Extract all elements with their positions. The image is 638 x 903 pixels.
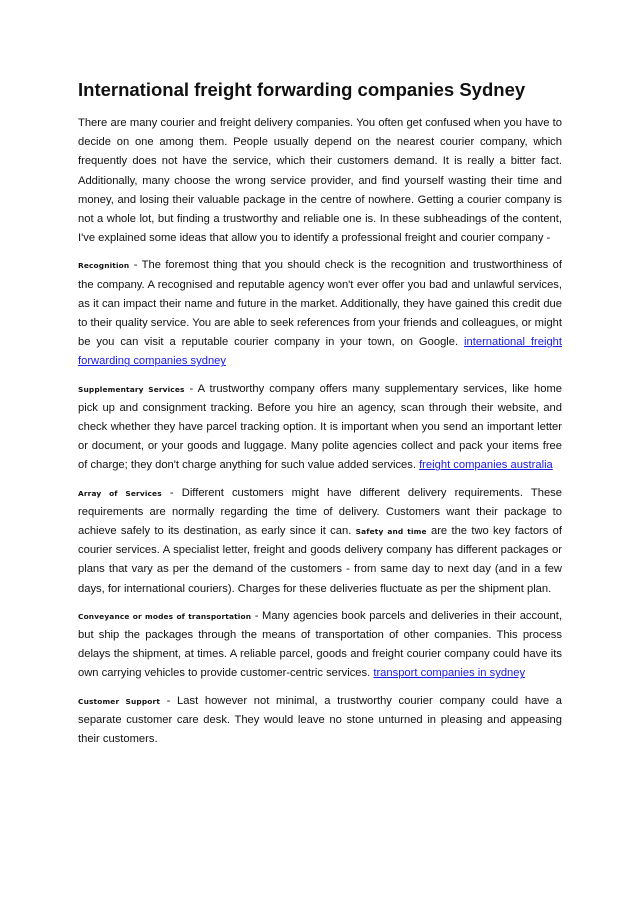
link-international-freight-forwarding[interactable]: international freight forwarding companies sydney xyxy=(78,336,562,368)
link-freight-companies-australia[interactable]: freight companies australia xyxy=(419,459,553,472)
section-text-array-of-services-a: - Different customers might have different delivery requirements. These requirements are normally regarding the time of delivery. Customers want their package to achieve safely to its destination, as early since it can. xyxy=(78,486,562,538)
section-recognition xyxy=(78,256,562,371)
section-heading-conveyance: Conveyance or modes of transportation xyxy=(78,611,252,621)
section-text-array-of-services-b: are the two key factors of courier services. A specialist letter, freight and goods delivery company has different packages or plans that vary as per the demand of the customers - from same day to next day (and in a few days, for international couriers). Charges for these deliveries fluctuate as per the shipment plan. xyxy=(78,525,563,595)
document-page xyxy=(78,78,562,757)
section-text-conveyance: - Many agencies book parcels and deliveries in their account, but ship the packages through the means of transportation of other companies. This process delays the shipment, at times. A reliable parcel, goods and freight courier company could have its own carrying vehicles to provide customer-centric services. xyxy=(78,609,562,680)
section-heading-array-of-services: Array of Services xyxy=(78,488,162,498)
section-heading-customer-support: Customer Support xyxy=(78,696,160,706)
section-heading-recognition: Recognition xyxy=(78,261,130,271)
section-text-recognition: - The foremost thing that you should check is the recognition and trustworthiness of the company. A recognised and reputable agency won't ever offer you bad and unlawful services, as it can impact their name and future in the market. Additionally, they have gained this credit due to their quality service. You are able to seek references from your friends and colleagues, or might be you can visit a reputable courier company in your town, on Google. xyxy=(78,259,562,349)
section-conveyance xyxy=(78,607,562,684)
page-title: International freight forwarding companies Sydney xyxy=(78,79,526,100)
section-text-customer-support: - Last however not minimal, a trustworthy courier company could have a separate customer care desk. They would leave no stone unturned in pleasing and appeasing their customers. xyxy=(78,694,562,746)
inline-key-safety-and-time: Safety and time xyxy=(355,527,427,537)
intro-paragraph: There are many courier and freight delivery companies. You often get confused when you have to decide on one among them. People usually depend on the nearest courier company, which frequently does not have the service, which their customers demand. It is really a bitter fact. Additionally, many choose the wrong service provider, and find yourself wasting their time and money, and losing their valuable package in the centre of nowhere. Getting a courier company is not a whole lot, but finding a trustworthy and reliable one is. In these subheadings of the content, I've explained some ideas that allow you to identify a professional freight and courier company - xyxy=(78,117,562,245)
section-customer-support xyxy=(78,692,562,750)
link-transport-companies-sydney[interactable]: transport companies in sydney xyxy=(373,667,526,680)
section-supplementary-services xyxy=(78,380,562,476)
section-array-of-services xyxy=(78,484,562,599)
section-heading-supplementary-services: Supplementary Services xyxy=(78,384,185,394)
section-text-supplementary-services: - A trustworthy company offers many supplementary services, like home pick up and consignment tracking. Before you hire an agency, scan through their website, and check whether they have parcel tracking option. It is important when you send an important letter or document, or your goods and luggage. Many polite agencies collect and pack your items free of charge; they don't charge anything for such value added services. xyxy=(78,382,563,472)
